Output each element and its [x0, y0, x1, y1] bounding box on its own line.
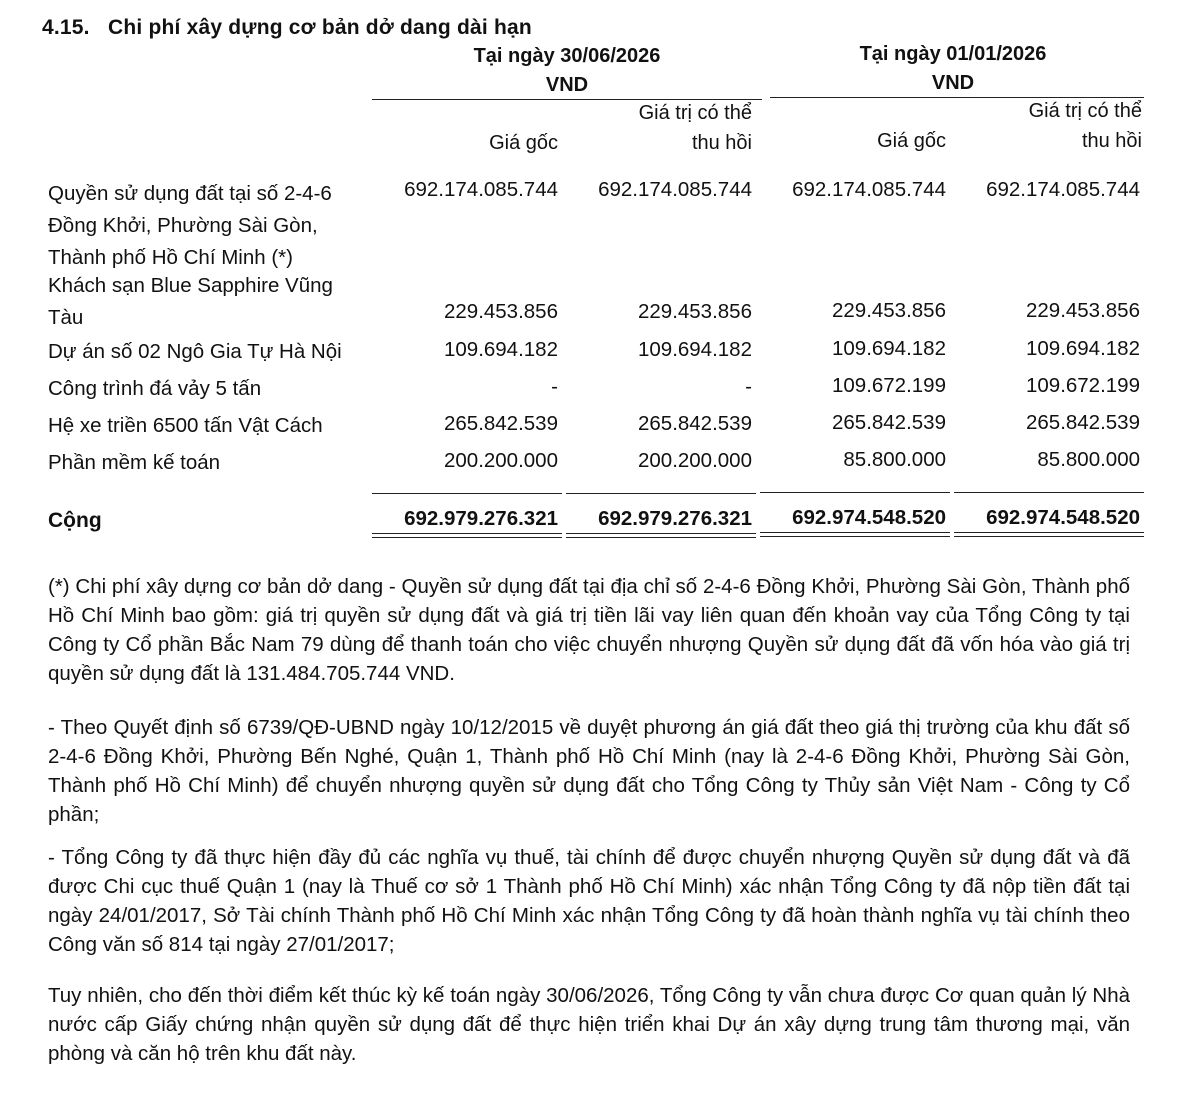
cell-blue-sapphire-recoverable-2: 229.453.856 [1025, 299, 1140, 322]
cell-land-use-recoverable-1: 692.174.085.744 [598, 178, 752, 201]
cell-software-recoverable-1: 200.200.000 [637, 449, 752, 472]
total-bottom-rule-1b [372, 537, 562, 538]
total-bottom-rule-4b [954, 536, 1144, 537]
total-bottom-rule-1a [372, 533, 562, 534]
total-cost-1: 692.979.276.321 [404, 507, 558, 530]
row-label-accounting-software: Phần mềm kế toán [48, 451, 221, 474]
cell-land-use-cost-1: 692.174.085.744 [404, 178, 558, 201]
section-title: Chi phí xây dựng cơ bản dở dang dài hạn [108, 16, 532, 39]
period2-unit: VND [931, 72, 975, 94]
cell-software-cost-2: 85.800.000 [843, 448, 946, 471]
cell-software-recoverable-2: 85.800.000 [1037, 448, 1140, 471]
total-bottom-rule-3b [760, 536, 950, 537]
cell-blue-sapphire-recoverable-1: 229.453.856 [637, 300, 752, 323]
cell-blue-sapphire-cost-1: 229.453.856 [443, 300, 558, 323]
total-recoverable-2: 692.974.548.520 [986, 506, 1140, 529]
total-top-rule-1 [372, 493, 562, 494]
cell-ngo-gia-tu-recoverable-2: 109.694.182 [1025, 337, 1140, 360]
total-top-rule-4 [954, 492, 1144, 493]
header-recoverable-1-line1: Giá trị có thể [638, 102, 752, 124]
cell-slipway-cost-1: 265.842.539 [443, 412, 558, 435]
section-number: 4.15. [42, 16, 90, 39]
period1-date: Tại ngày 30/06/2026 [473, 45, 661, 67]
row-label-land-use-right: Quyền sử dụng đất tại số 2-4-6 Đồng Khởi, Phường Sài Gòn, Thành phố Hồ Chí Minh (*) [48, 182, 332, 269]
header-recoverable-2-line1: Giá trị có thể [1028, 100, 1142, 122]
period2-date: Tại ngày 01/01/2026 [859, 43, 1047, 65]
note-certificate-status: Tuy nhiên, cho đến thời điểm kết thúc kỳ kế toán ngày 30/06/2026, Tổng Công ty vẫn chưa được Cơ quan quản lý Nhà nước cấp Giấy chứng nhận quyền sử dụng đất để thực hiện triển khai Dự án xây dựng trung tâm thương mại, văn phòng và căn hộ trên khu đất này. [48, 984, 1130, 1065]
period1-unit: VND [545, 74, 589, 96]
total-bottom-rule-3a [760, 532, 950, 533]
cell-land-use-cost-2: 692.174.085.744 [792, 178, 946, 201]
cell-software-cost-1: 200.200.000 [443, 449, 558, 472]
row-label-slipway: Hệ xe triền 6500 tấn Vật Cách [48, 414, 323, 437]
cell-blue-sapphire-cost-2: 229.453.856 [831, 299, 946, 322]
total-cost-2: 692.974.548.520 [792, 506, 946, 529]
row-label-blue-sapphire: Khách sạn Blue Sapphire Vũng Tàu [48, 274, 333, 329]
header-recoverable-2-line2: thu hồi [1081, 130, 1142, 152]
note-tax-obligations: - Tổng Công ty đã thực hiện đầy đủ các nghĩa vụ thuế, tài chính để được chuyển nhượng Quyền sử dụng đất và đã được Chi cục thuế Quận 1 (nay là Thuế cơ sở 1 Thành phố Hồ Chí Minh) xác nhận Tổng Công ty đã nộp tiền đất tại ngày 24/01/2017, Sở Tài chính Thành phố Hồ Chí Minh xác nhận Tổng Công ty đã hoàn thành nghĩa vụ tài chính theo Công văn số 814 tại ngày 27/01/2017; [48, 846, 1130, 956]
total-top-rule-3 [760, 492, 950, 493]
cell-flake-ice-cost-2: 109.672.199 [831, 374, 946, 397]
header-recoverable-1 [570, 98, 752, 158]
cell-flake-ice-recoverable-2: 109.672.199 [1025, 374, 1140, 397]
header-cost-1: Giá gốc [489, 132, 558, 154]
total-bottom-rule-2b [566, 537, 756, 538]
row-label-ngo-gia-tu: Dự án số 02 Ngô Gia Tự Hà Nội [48, 340, 342, 363]
cell-slipway-cost-2: 265.842.539 [831, 411, 946, 434]
cell-flake-ice-cost-1: - [551, 375, 558, 398]
note-decision-6739: - Theo Quyết định số 6739/QĐ-UBND ngày 10/12/2015 về duyệt phương án giá đất theo giá thị trường của khu đất số 2-4-6 Đồng Khởi, Phường Bến Nghé, Quận 1, Thành phố Hồ Chí Minh (nay là 2-4-6 Đồng Khởi, Phường Sài Gòn, Thành phố Hồ Chí Minh) để chuyển nhượng quyền sử dụng đất cho Tổng Công ty Thủy sản Việt Nam - Công ty Cổ phần; [48, 716, 1130, 826]
total-bottom-rule-4a [954, 532, 1144, 533]
total-bottom-rule-2a [566, 533, 756, 534]
note-asterisk: (*) Chi phí xây dựng cơ bản dở dang - Quyền sử dụng đất tại địa chỉ số 2-4-6 Đồng Khởi, Phường Sài Gòn, Thành phố Hồ Chí Minh bao gồm: giá trị quyền sử dụng đất và giá trị tiền lãi vay liên quan đến khoản vay của Tổng Công ty tại Công ty Cổ phần Bắc Nam 79 dùng để thanh toán cho việc chuyển nhượng Quyền sử dụng đất đã vốn hóa vào giá trị quyền sử dụng đất là 131.484.705.744 VND. [48, 575, 1130, 685]
total-recoverable-1: 692.979.276.321 [598, 507, 752, 530]
header-cost-2: Giá gốc [877, 130, 946, 152]
row-label-flake-ice: Công trình đá vảy 5 tấn [48, 377, 262, 400]
section-heading [42, 16, 532, 40]
cell-flake-ice-recoverable-1: - [745, 375, 752, 398]
cell-slipway-recoverable-2: 265.842.539 [1025, 411, 1140, 434]
cell-land-use-recoverable-2: 692.174.085.744 [986, 178, 1140, 201]
header-recoverable-1-line2: thu hồi [691, 132, 752, 154]
total-label: Cộng [48, 509, 102, 532]
cell-ngo-gia-tu-cost-1: 109.694.182 [443, 338, 558, 361]
cell-ngo-gia-tu-cost-2: 109.694.182 [831, 337, 946, 360]
total-top-rule-2 [566, 493, 756, 494]
header-recoverable-2 [960, 96, 1142, 156]
cell-slipway-recoverable-1: 265.842.539 [637, 412, 752, 435]
cell-ngo-gia-tu-recoverable-1: 109.694.182 [637, 338, 752, 361]
